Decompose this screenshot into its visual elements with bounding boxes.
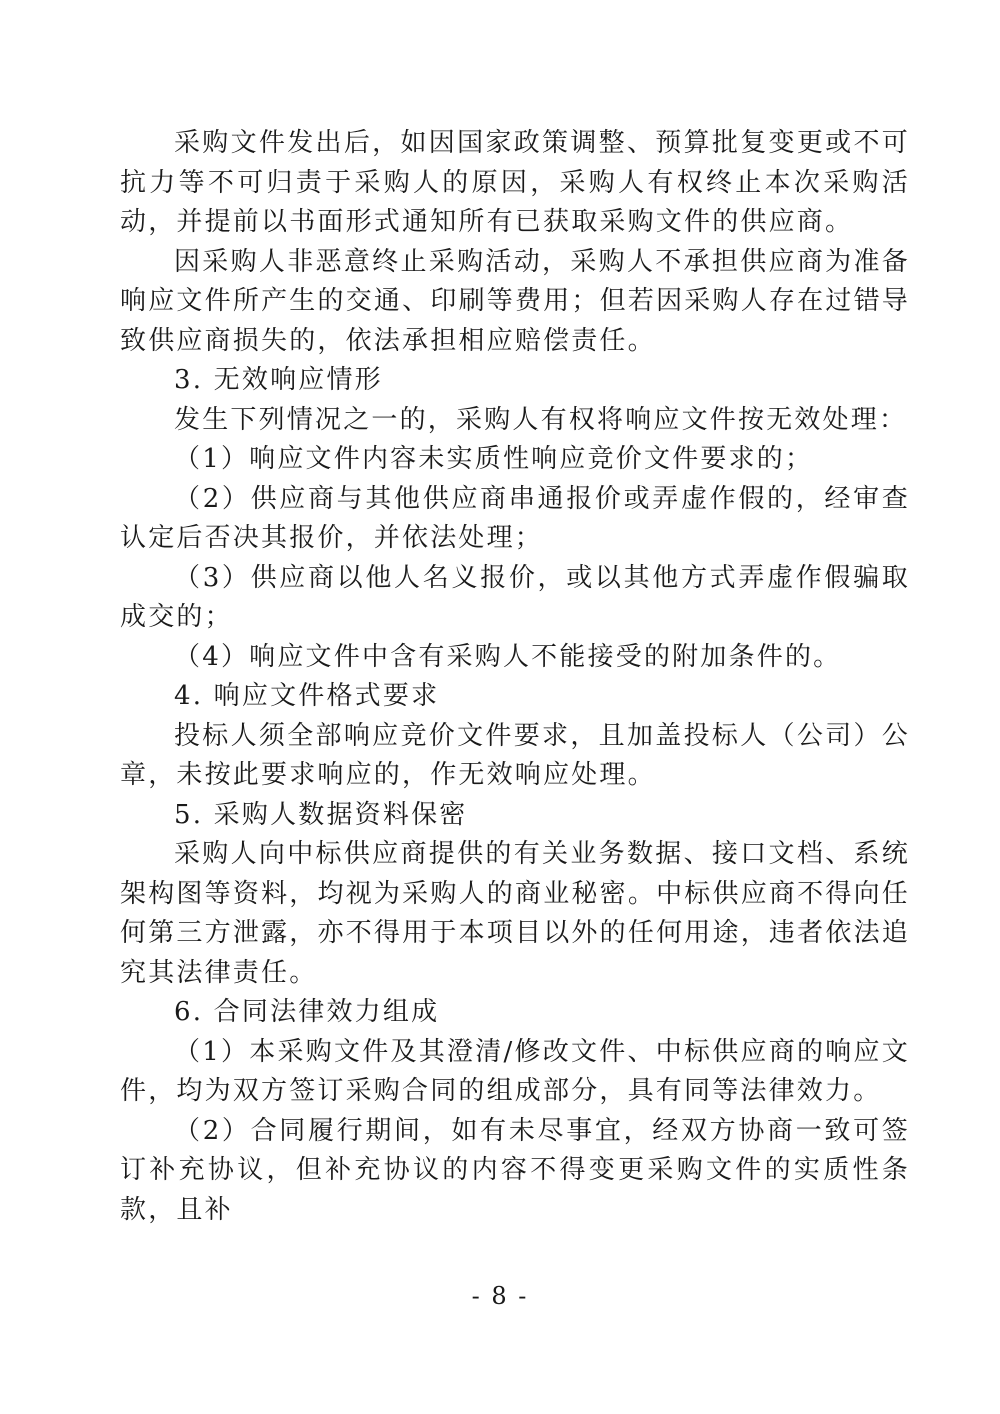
paragraph-termination-costs: 因采购人非恶意终止采购活动，采购人不承担供应商为准备响应文件所产生的交通、印刷等费用；但若因采购人存在过错导致供应商损失的，依法承担相应赔偿责任。 — [120, 246, 910, 356]
page-number: - 8 - — [471, 1282, 529, 1310]
section-heading-invalid-response: 3. 无效响应情形 — [174, 365, 383, 395]
list-item-contract-2: （2）合同履行期间，如有未尽事宜，经双方协商一致可签订补充协议，但补充协议的内容不得变更采购文件的实质性条款，且补 — [120, 1115, 910, 1225]
list-item-invalid-1: （1）响应文件内容未实质性响应竞价文件要求的； — [174, 444, 814, 474]
section-heading-confidentiality: 5. 采购人数据资料保密 — [174, 799, 468, 830]
list-item-invalid-3: （3）供应商以他人名义报价，或以其他方式弄虚作假骗取成交的； — [120, 562, 910, 632]
section-heading-format-requirements: 4. 响应文件格式要求 — [174, 681, 440, 711]
paragraph-invalid-intro: 发生下列情况之一的，采购人有权将响应文件按无效处理： — [174, 404, 908, 435]
list-item-invalid-2: （2）供应商与其他供应商串通报价或弄虚作假的，经审查认定后否决其报价，并依法处理； — [120, 483, 910, 553]
paragraph-confidentiality: 采购人向中标供应商提供的有关业务数据、接口文档、系统架构图等资料，均视为采购人的商业秘密。中标供应商不得向任何第三方泄露，亦不得用于本项目以外的任何用途，违者依法追究其法律责任。 — [120, 839, 910, 988]
list-item-contract-1: （1）本采购文件及其澄清/修改文件、中标供应商的响应文件，均为双方签订采购合同的组成部分，具有同等法律效力。 — [120, 1036, 910, 1106]
section-heading-contract-validity: 6. 合同法律效力组成 — [174, 997, 440, 1027]
paragraph-format-requirements: 投标人须全部响应竞价文件要求，且加盖投标人（公司）公章，未按此要求响应的，作无效响应处理。 — [120, 720, 910, 790]
list-item-invalid-4: （4）响应文件中含有采购人不能接受的附加条件的。 — [174, 641, 842, 672]
paragraph-termination-notice: 采购文件发出后，如因国家政策调整、预算批复变更或不可抗力等不可归责于采购人的原因，采购人有权终止本次采购活动，并提前以书面形式通知所有已获取采购文件的供应商。 — [120, 128, 910, 237]
document-body — [120, 124, 910, 1230]
